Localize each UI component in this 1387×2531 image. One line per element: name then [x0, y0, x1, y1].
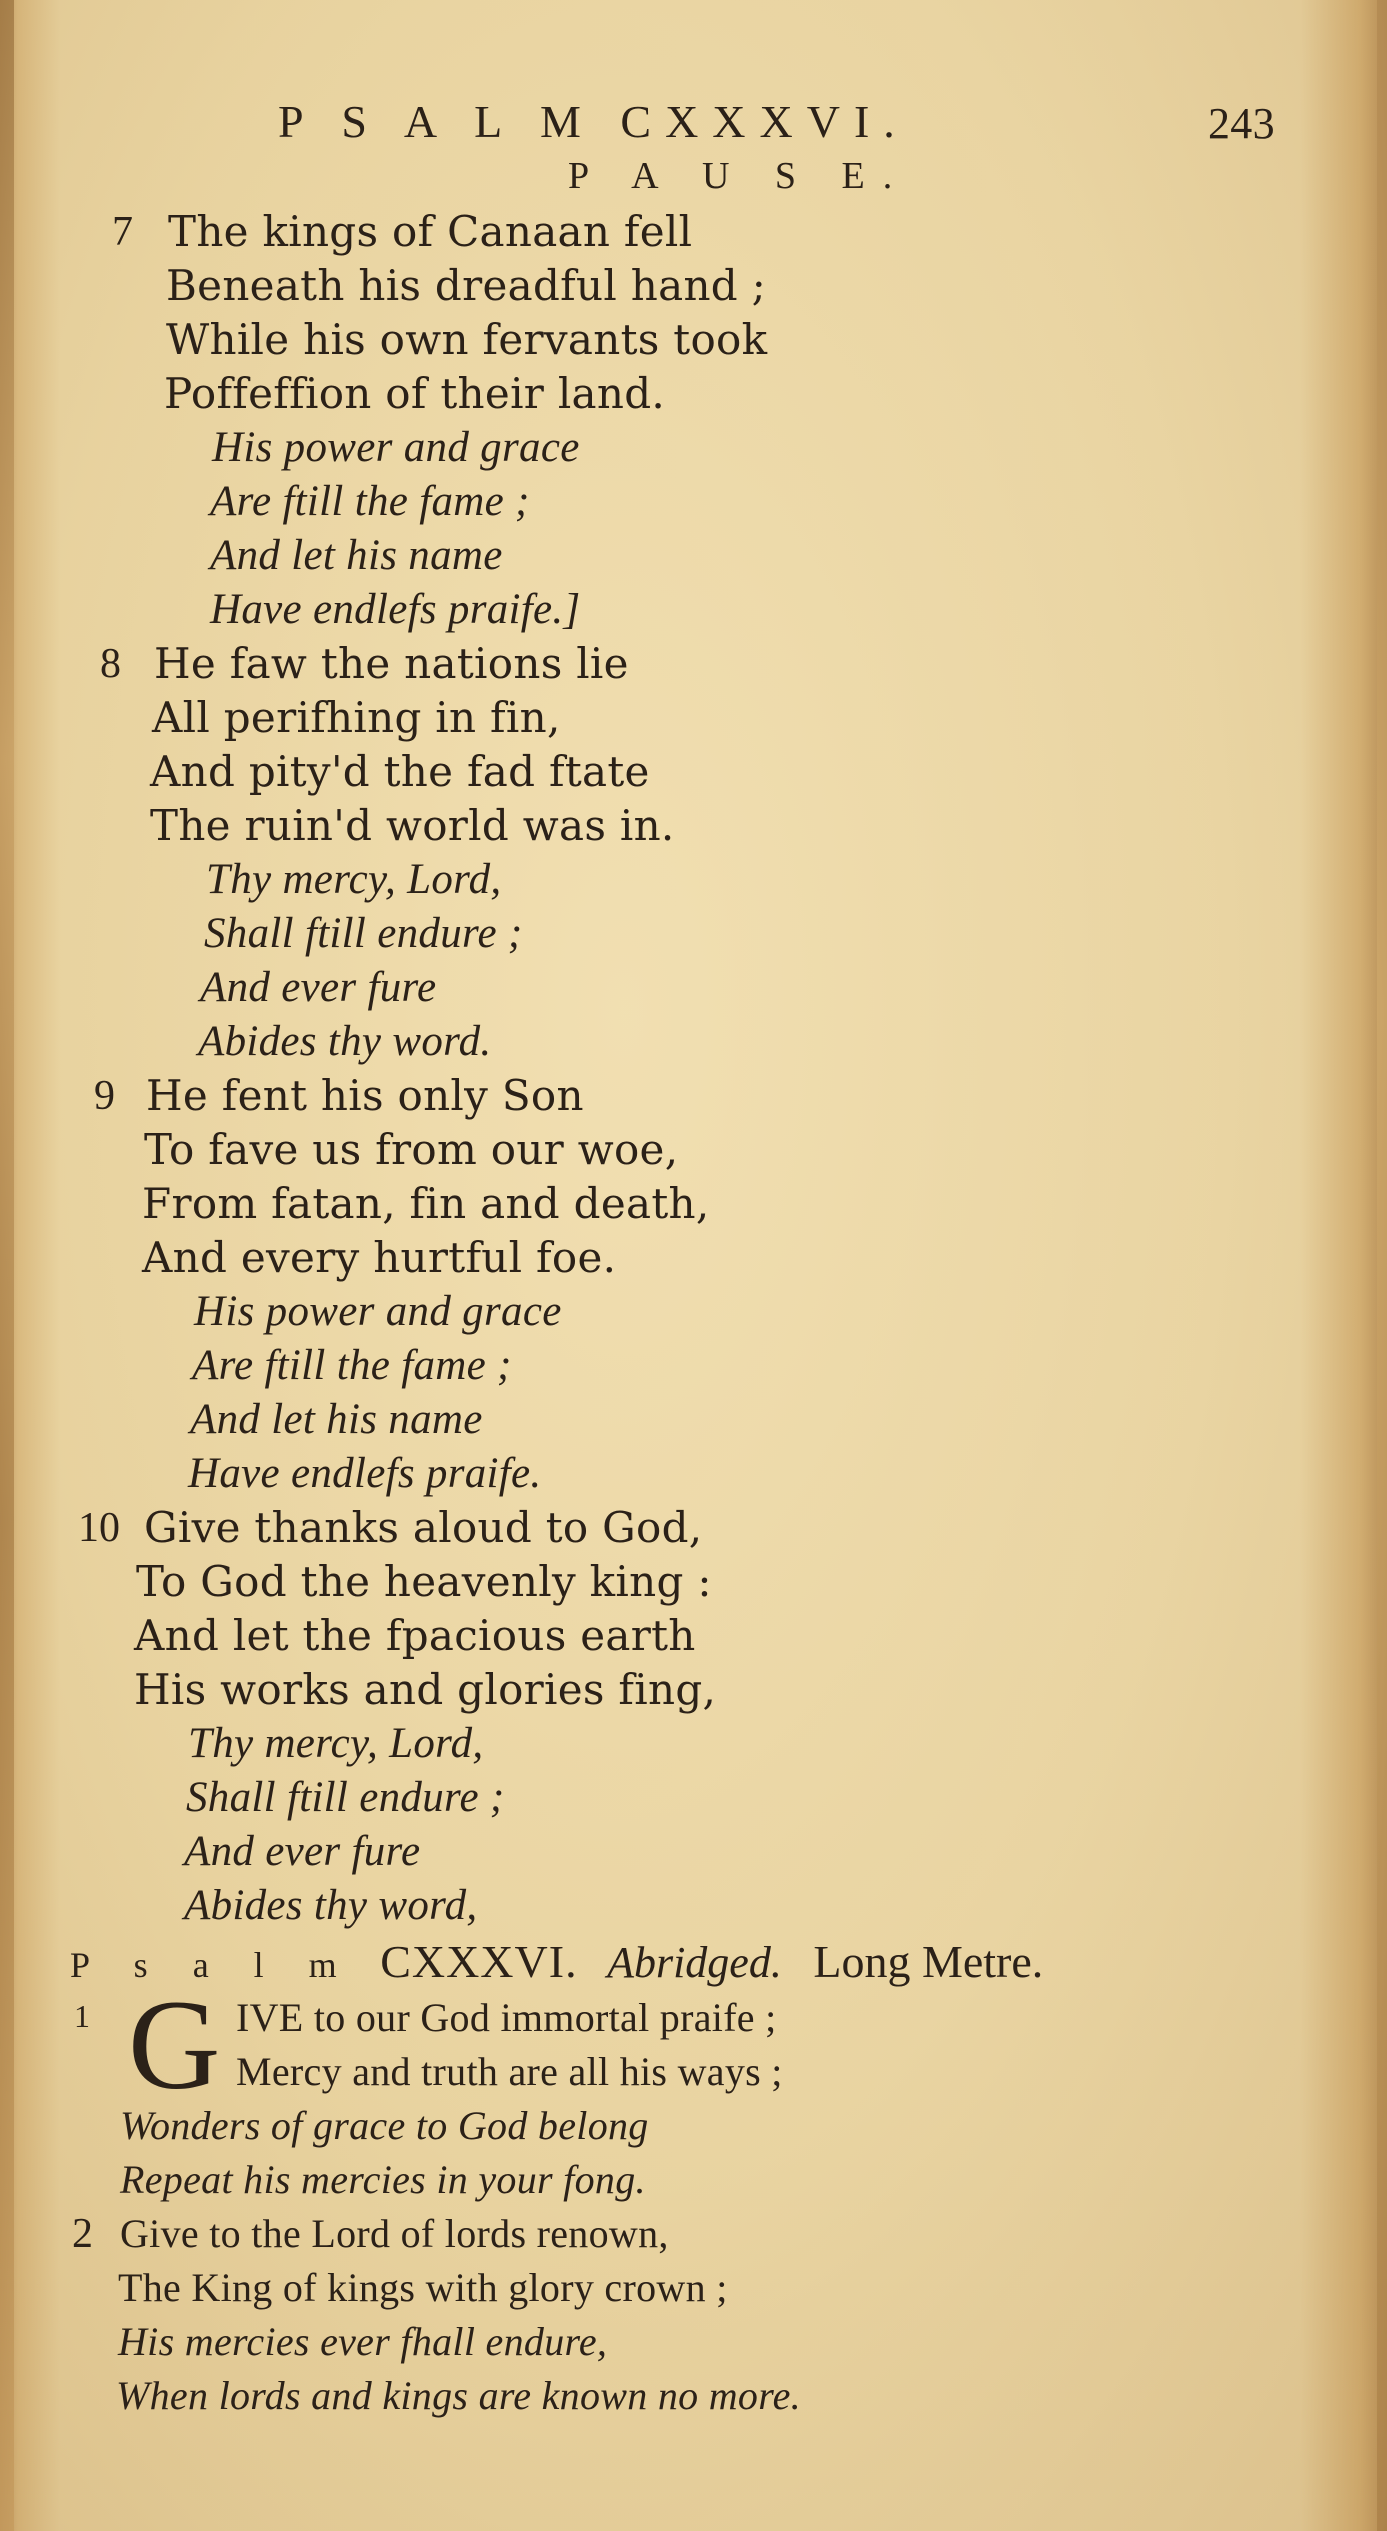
verse-line: Poffeffion of their land.: [164, 369, 666, 418]
refrain-line: Shall ftill endure ;: [186, 1774, 505, 1821]
verse-line: All perifhing in fin,: [152, 693, 561, 742]
verse-number-1: 1: [74, 1998, 90, 2034]
italic-line: His mercies ever fhall endure,: [118, 2319, 608, 2364]
verse-line: From fatan, fin and death,: [142, 1179, 710, 1228]
verse-line: The King of kings with glory crown ;: [118, 2265, 728, 2310]
page-number: 243: [1208, 99, 1275, 148]
verse-line: While his own fervants took: [166, 315, 768, 364]
verse-line: IVE to our God immortal praife ;: [236, 1995, 777, 2040]
refrain-line: Abides thy word.: [198, 1018, 492, 1065]
pause-heading: P A U S E.: [568, 155, 911, 197]
verse-line: His works and glories fing,: [134, 1665, 717, 1714]
refrain-line: And let his name: [190, 1396, 483, 1443]
italic-line: When lords and kings are known no more.: [116, 2373, 801, 2418]
heading-number: CXXXVI.: [380, 1936, 578, 1987]
verse-number-10: 10: [78, 1505, 120, 1551]
heading-psalm: P s a l m: [70, 1945, 355, 1985]
italic-line: Repeat his mercies in your fong.: [120, 2157, 646, 2202]
verse-line: The kings of Canaan fell: [168, 207, 693, 256]
verse-line: He faw the nations lie: [154, 639, 629, 688]
verse-line: Give to the Lord of lords renown,: [120, 2211, 669, 2256]
verse-line: Give thanks aloud to God,: [144, 1503, 703, 1552]
refrain-line: And let his name: [210, 532, 503, 579]
refrain-line: His power and grace: [212, 424, 580, 471]
refrain-line: Are ftill the fame ;: [192, 1342, 512, 1389]
refrain-line: Are ftill the fame ;: [210, 478, 530, 525]
refrain-line: Abides thy word,: [184, 1882, 478, 1929]
verse-line: To fave us from our woe,: [144, 1125, 679, 1174]
verse-line: And let the fpacious earth: [134, 1611, 696, 1660]
refrain-line: Have endlefs praife.]: [210, 586, 581, 633]
refrain-line: Have endlefs praife.: [188, 1450, 542, 1497]
refrain-line: His power and grace: [194, 1288, 562, 1335]
verse-line: To God the heavenly king :: [136, 1557, 712, 1606]
drop-cap: G: [128, 1974, 221, 2116]
verse-line: He fent his only Son: [146, 1071, 584, 1120]
verse-number-8: 8: [100, 641, 121, 687]
verse-number-7: 7: [112, 209, 133, 255]
verse-number-9: 9: [94, 1073, 115, 1119]
verse-line: Beneath his dreadful hand ;: [166, 261, 767, 310]
refrain-line: And ever fure: [200, 964, 437, 1011]
verse-line: The ruin'd world was in.: [150, 801, 675, 850]
running-title: P S A L M CXXXVI.: [278, 96, 909, 147]
heading-metre: Long Metre.: [813, 1936, 1044, 1987]
refrain-line: Thy mercy, Lord,: [206, 856, 502, 903]
verse-line: And pity'd the fad ftate: [150, 747, 650, 796]
verse-number-2: 2: [72, 2211, 93, 2257]
verse-line: And every hurtful foe.: [142, 1233, 617, 1282]
verse-line: Mercy and truth are all his ways ;: [236, 2049, 783, 2094]
refrain-line: And ever fure: [184, 1828, 421, 1875]
italic-line: Wonders of grace to God belong: [120, 2103, 649, 2148]
refrain-line: Shall ftill endure ;: [204, 910, 523, 957]
heading-abridged: Abridged.: [607, 1938, 782, 1987]
refrain-line: Thy mercy, Lord,: [188, 1720, 484, 1767]
